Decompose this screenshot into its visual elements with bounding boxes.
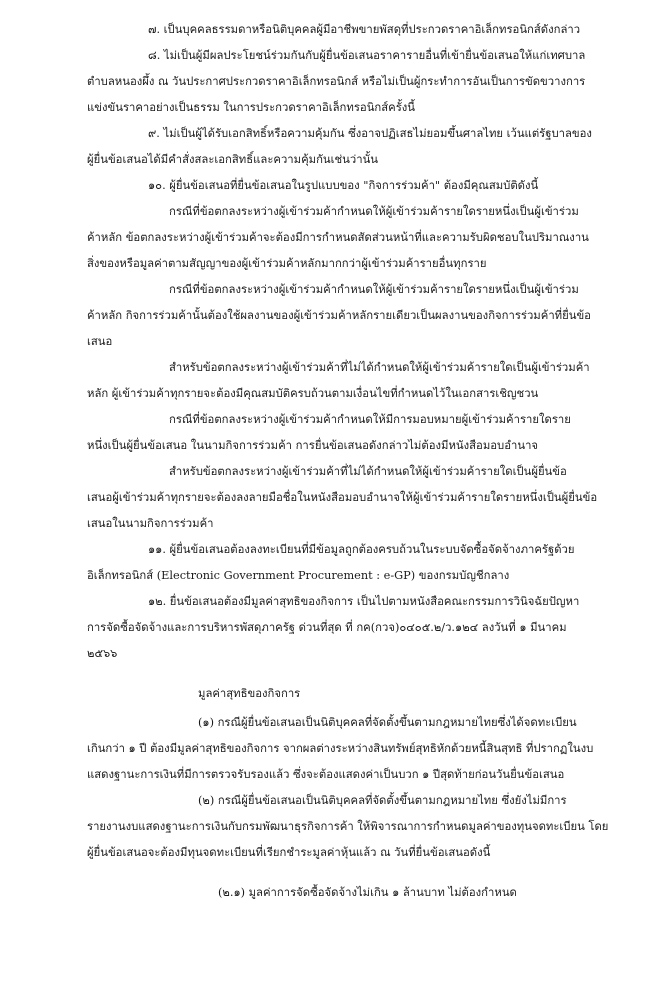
text-line: ผู้ยื่นข้อเสนอจะต้องมีทุนจดทะเบียนที่เรียกชำระมูลค่าหุ้นแล้ว ณ วันที่ยื่นข้อเสนอดังนี้ xyxy=(87,846,491,859)
text-line: ตำบลหนองผึ้ง ณ วันประกาศประกวดราคาอิเล็กทรอนิกส์ หรือไม่เป็นผู้กระทำการอันเป็นการขัดขวางการ xyxy=(87,75,586,88)
text-line: ๑๑. ผู้ยื่นข้อเสนอต้องลงทะเบียนที่มีข้อมูลถูกต้องครบถ้วนในระบบจัดซื้อจัดจ้างภาครัฐด้วย xyxy=(148,543,575,556)
section-heading: มูลค่าสุทธิของกิจการ xyxy=(198,687,301,700)
text-line: เสนอในนามกิจการร่วมค้า xyxy=(87,517,214,530)
text-line: หนึ่งเป็นผู้ยื่นข้อเสนอ ในนามกิจการร่วมค้า การยื่นข้อเสนอดังกล่าวไม่ต้องมีหนังสือมอบอำนาจ xyxy=(87,439,539,452)
text-line: ๘. ไม่เป็นผู้มีผลประโยชน์ร่วมกันกับผู้ยื่นข้อเสนอราคารายอื่นที่เข้ายื่นข้อเสนอให้แก่เทศบาล xyxy=(148,49,586,62)
text-line: เสนอ xyxy=(87,335,113,348)
text-line: ผู้ยื่นข้อเสนอได้มีคำสั่งสละเอกสิทธิ์และความคุ้มกันเช่นว่านั้น xyxy=(87,153,379,166)
text-line: ๑๒. ยื่นข้อเสนอต้องมีมูลค่าสุทธิของกิจการ เป็นไปตามหนังสือคณะกรรมการวินิจฉัยปัญหา xyxy=(148,595,580,608)
text-line: (๒) กรณีผู้ยื่นข้อเสนอเป็นนิติบุคคลที่จัดตั้งขึ้นตามกฎหมายไทย ซึ่งยังไม่มีการ xyxy=(198,794,567,807)
text-line: รายงานงบแสดงฐานะการเงินกับกรมพัฒนาธุรกิจการค้า ให้พิจารณาการกำหนดมูลค่าของทุนจดทะเบียน โดย xyxy=(87,820,609,833)
text-line: แสดงฐานะการเงินที่มีการตรวจรับรองแล้ว ซึ่งจะต้องแสดงค่าเป็นบวก ๑ ปีสุดท้ายก่อนวันยื่นข้อเสนอ xyxy=(87,768,565,781)
text-line: กรณีที่ข้อตกลงระหว่างผู้เข้าร่วมค้ากำหนดให้ผู้เข้าร่วมค้ารายใดรายหนึ่งเป็นผู้เข้าร่วม xyxy=(169,283,579,296)
text-line: ๗. เป็นบุคคลธรรมดาหรือนิติบุคคลผู้มีอาชีพขายพัสดุที่ประกวดราคาอิเล็กทรอนิกส์ดังกล่าว xyxy=(148,23,581,36)
text-line: สิ่งของหรือมูลค่าตามสัญญาของผู้เข้าร่วมค้าหลักมากกว่าผู้เข้าร่วมค้ารายอื่นทุกราย xyxy=(87,257,487,270)
text-line: การจัดซื้อจัดจ้างและการบริหารพัสดุภาครัฐ ด่วนที่สุด ที่ กค(กวจ)๐๔๐๕.๒/ว.๑๒๔ ลงวันที่ ๑ มีนาคม xyxy=(87,621,567,634)
text-line: กรณีที่ข้อตกลงระหว่างผู้เข้าร่วมค้ากำหนดให้มีการมอบหมายผู้เข้าร่วมค้ารายใดราย xyxy=(169,413,571,426)
text-line: เกินกว่า ๑ ปี ต้องมีมูลค่าสุทธิของกิจการ จากผลต่างระหว่างสินทรัพย์สุทธิหักด้วยหนี้สินสุทธิ ที่ปรากฏในงบ xyxy=(87,742,594,755)
text-line: ๒๕๖๖ xyxy=(87,647,118,660)
text-line: ค้าหลัก ข้อตกลงระหว่างผู้เข้าร่วมค้าจะต้องมีการกำหนดสัดส่วนหน้าที่และความรับผิดชอบในปริมาณงาน xyxy=(87,231,589,244)
text-line: หลัก ผู้เข้าร่วมค้าทุกรายจะต้องมีคุณสมบัติครบถ้วนตามเงื่อนไขที่กำหนดไว้ในเอกสารเชิญชวน xyxy=(87,387,539,400)
text-line: อิเล็กทรอนิกส์ (Electronic Government Procurement : e-GP) ของกรมบัญชีกลาง xyxy=(87,569,510,582)
text-line: ๑๐. ผู้ยื่นข้อเสนอที่ยื่นข้อเสนอในรูปแบบของ "กิจการร่วมค้า" ต้องมีคุณสมบัติดังนี้ xyxy=(148,179,539,192)
text-line: แข่งขันราคาอย่างเป็นธรรม ในการประกวดราคาอิเล็กทรอนิกส์ครั้งนี้ xyxy=(87,101,416,114)
text-line: สำหรับข้อตกลงระหว่างผู้เข้าร่วมค้าที่ไม่ได้กำหนดให้ผู้เข้าร่วมค้ารายใดเป็นผู้เข้าร่วมค้า xyxy=(169,361,590,374)
text-line: กรณีที่ข้อตกลงระหว่างผู้เข้าร่วมค้ากำหนดให้ผู้เข้าร่วมค้ารายใดรายหนึ่งเป็นผู้เข้าร่วม xyxy=(169,205,579,218)
text-line: สำหรับข้อตกลงระหว่างผู้เข้าร่วมค้าที่ไม่ได้กำหนดให้ผู้เข้าร่วมค้ารายใดเป็นผู้ยื่นข้อ xyxy=(169,465,567,478)
text-line: เสนอผู้เข้าร่วมค้าทุกรายจะต้องลงลายมือชื่อในหนังสือมอบอำนาจให้ผู้เข้าร่วมค้ารายใดรายหนึ่งเป็นผู้ยื่นข้อ xyxy=(87,491,598,504)
text-line: ค้าหลัก กิจการร่วมค้านั้นต้องใช้ผลงานของผู้เข้าร่วมค้าหลักรายเดียวเป็นผลงานของกิจการร่วมค้าที่ยื่นข้อ xyxy=(87,309,591,322)
text-line: ๙. ไม่เป็นผู้ได้รับเอกสิทธิ์หรือความคุ้มกัน ซึ่งอาจปฏิเสธไม่ยอมขึ้นศาลไทย เว้นแต่รัฐบาลของ xyxy=(148,127,592,140)
text-line: (๒.๑) มูลค่าการจัดซื้อจัดจ้างไม่เกิน ๑ ล้านบาท ไม่ต้องกำหนด xyxy=(218,886,517,899)
text-line: (๑) กรณีผู้ยื่นข้อเสนอเป็นนิติบุคคลที่จัดตั้งขึ้นตามกฎหมายไทยซึ่งได้จดทะเบียน xyxy=(198,716,577,729)
